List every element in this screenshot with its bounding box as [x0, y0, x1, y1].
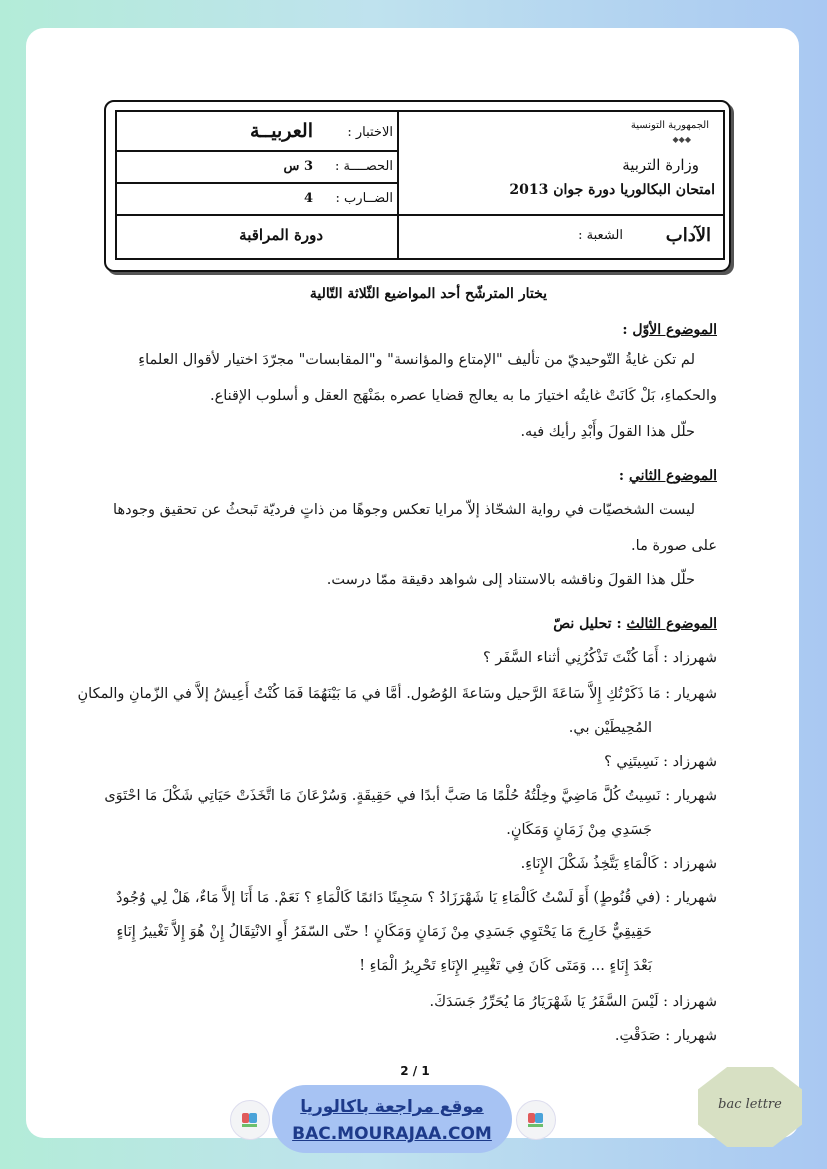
subject-label: الاختبار : — [347, 125, 393, 140]
session-label: دورة المراقبة — [239, 226, 323, 244]
dialogue-line: شهرزاد : لَيْسَ السَّفَرُ يَا شَهْرَيَارُ مَا يُحَرِّرُ جَسَدَكَ. — [429, 994, 717, 1010]
header-rule — [117, 214, 723, 216]
topic2-title: الموضوع الثاني : — [618, 468, 717, 484]
footer-site-arabic[interactable]: موقع مراجعة باكالوريا — [300, 1097, 484, 1117]
exam-header — [115, 110, 725, 260]
topic2-line: ليست الشخصيّات في رواية الشحّاذ إلاّ مرايا تعكس وجوهًا من ذاتٍ فرديّة تَبحثُ عن تحقيق وجودها — [113, 502, 695, 518]
coef-label: الضــارب : — [335, 191, 393, 206]
footer-site-url[interactable]: BAC.MOURAJAA.COM — [292, 1124, 492, 1144]
site-logo-icon — [516, 1100, 556, 1140]
bac-lettre-text: bac lettre — [718, 1097, 782, 1112]
topic1-line: لم تكن غايةُ التّوحيديّ من تأليف "الإمتاع والمؤانسة" و"المقابسات" مجرّدَ اختيار لأقوال العلماءِ — [138, 352, 695, 368]
header-divider — [397, 112, 399, 258]
dialogue-line: المُحِيطَيْن بي. — [568, 720, 652, 736]
dialogue-line: حَقِيقِيٌّ خَارِجَ مَا يَحْتَوِي جَسَدِي مِنْ زَمَانٍ وَمَكَانٍ ! حتّى السّفَرُ أَوِ الانْتِقَالُ إِنْ هُوَ إِلاَّ تَغْييرُ إِنَاءٍ — [116, 924, 652, 940]
republic-label: الجمهورية التونسية — [630, 120, 709, 131]
dialogue-line: شهريار : صَدَقْتِ. — [614, 1028, 717, 1044]
topic1-line: والحكماءِ، بَلْ كَانَتْ غايتُه اختيارَ ما به يعالج قضايا عصره بمَنْهَج العقل و أسلوب الإقناع. — [209, 388, 717, 404]
dialogue-line: شهرزاد : أَمَا كُنْتَ تَذْكُرُنِي أثناء السَّفَر ؟ — [483, 650, 717, 666]
ministry-label: وزارة التربية — [622, 156, 699, 174]
dialogue-line: بَعْدَ إِنَاءٍ ... وَمَتَى كَانَ فِي تَغْيِيرِ الإِنَاءِ تَحْرِيرُ الْمَاءِ ! — [359, 958, 652, 974]
dialogue-line: شهرزاد : نَسِيتَنِي ؟ — [604, 754, 717, 770]
site-logo-icon — [230, 1100, 270, 1140]
header-rule — [117, 182, 397, 184]
topic1-title: الموضوع الأوّل : — [622, 322, 717, 338]
exam-title: امتحان البكالوريا دورة جوان 2013 — [509, 182, 715, 198]
page-number: 2 / 1 — [400, 1064, 430, 1078]
dialogue-line: جَسَدِي مِنْ زَمَانٍ وَمَكَانٍ. — [506, 822, 652, 838]
topic2-line: على صورة ما. — [631, 538, 717, 554]
ornament: ◆◆◆ — [672, 135, 691, 144]
dialogue-line: شهريار : مَا ذَكَرْتُكِ إِلاَّ سَاعَةَ الرَّحيل وسَاعةَ الوُصُول. أمَّا في مَا بَيْنَهُمَا فَمَا كُنْتُ أَعِيشُ إلاَّ في الزّمانِ والمكانِ — [77, 686, 717, 702]
section-value: الآداب — [665, 225, 711, 246]
header-rule — [117, 150, 397, 152]
instruction: يختار المترشّح أحد المواضيع الثّلاثة التّالية — [309, 286, 547, 302]
dialogue-line: شهرزاد : كَالْمَاءِ يَتَّخِذُ شَكْلَ الإِنَاءِ. — [520, 856, 717, 872]
topic1-line: حلّل هذا القولَ وأَبْدِ رأيك فيه. — [520, 424, 695, 440]
section-label: الشعبة : — [578, 228, 623, 243]
duration-value: 3 س — [283, 159, 313, 174]
coef-value: 4 — [303, 191, 313, 206]
dialogue-line: شهريار : نَسِيتُ كُلَّ مَاضِيَّ وخِلْتُهُ حُلْمًا مَا صَبَّ أبدًا في حَقِيقَةٍ. وَسُرْعَانَ مَا اتَّخَذَتْ حَيَاتِي شَكْلَ مَا احْتَوَى — [104, 788, 717, 804]
duration-label: الحصــــة : — [335, 159, 393, 174]
topic2-line: حلّل هذا القولَ وناقشه بالاستناد إلى شواهد دقيقة ممّا درست. — [326, 572, 695, 588]
subject-value: العربيــة — [249, 120, 313, 142]
dialogue-line: شهريار : (في قُنُوطٍ) أَوَ لَسْتُ كَالْمَاءِ يَا شَهْرَزَادُ ؟ سَجِينًا دَائمًا كَالْمَاءِ ؟ نَعَمْ. مَا أَنَا إلاَّ مَاءٌ، هَلْ لِي وُجُودٌ — [115, 890, 717, 906]
topic3-title: الموضوع الثالث : تحليل نصّ — [553, 616, 717, 632]
